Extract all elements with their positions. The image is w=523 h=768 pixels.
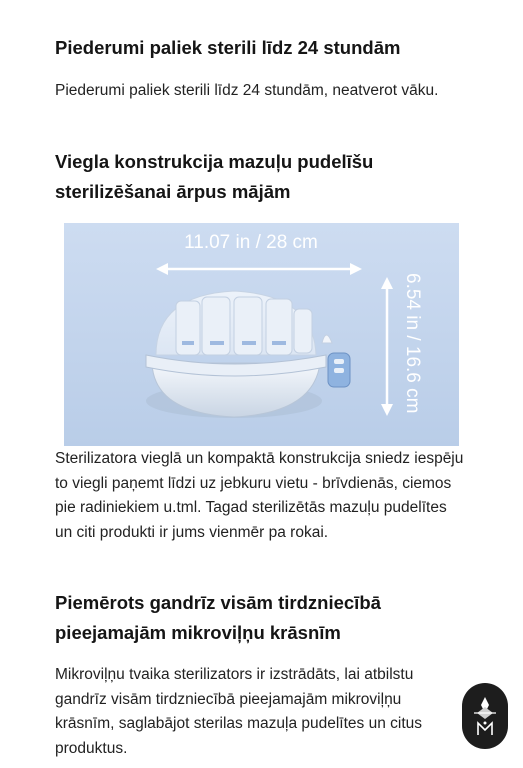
width-dimension-label: 11.07 in / 28 cm	[184, 232, 318, 253]
section-text-lightweight: Sterilizatora vieglā un kompaktā konstrukcija sniedz iespēju to viegli paņemt līdzi uz jebkuru vietu - brīvdienās, ciemos pie radiniekiem u.tml. Tagad sterilizētās mazuļu pudelītes un citi produkti ir jums vienmēr pa rokai.	[55, 450, 464, 541]
section-heading-sterile: Piederumi paliek sterili līdz 24 stundām	[55, 37, 401, 58]
height-dimension-label: 6.54 in / 16.6 cm	[402, 273, 423, 414]
brand-logo-icon	[470, 693, 500, 739]
section-heading-microwave: Piemērots gandrīz visām tirdzniecībā pieejamajām mikroviļņu krāsnīm	[55, 592, 381, 643]
section-text-sterile: Piederumi paliek sterili līdz 24 stundām, neatverot vāku.	[55, 82, 439, 99]
sterilizer-product-image	[64, 223, 459, 446]
section-text-microwave: Mikroviļņu tvaika sterilizators ir izstrādāts, lai atbilstu gandrīz visām tirdzniecībā pieejamajām mikroviļņu krāsnīm, saglabājot sterilas mazuļa pudelītes un citus produktus.	[55, 666, 423, 757]
floating-brand-button[interactable]	[462, 683, 508, 749]
section-heading-lightweight: Viegla konstrukcija mazuļu pudelīšu sterilizēšanai ārpus mājām	[55, 151, 374, 202]
